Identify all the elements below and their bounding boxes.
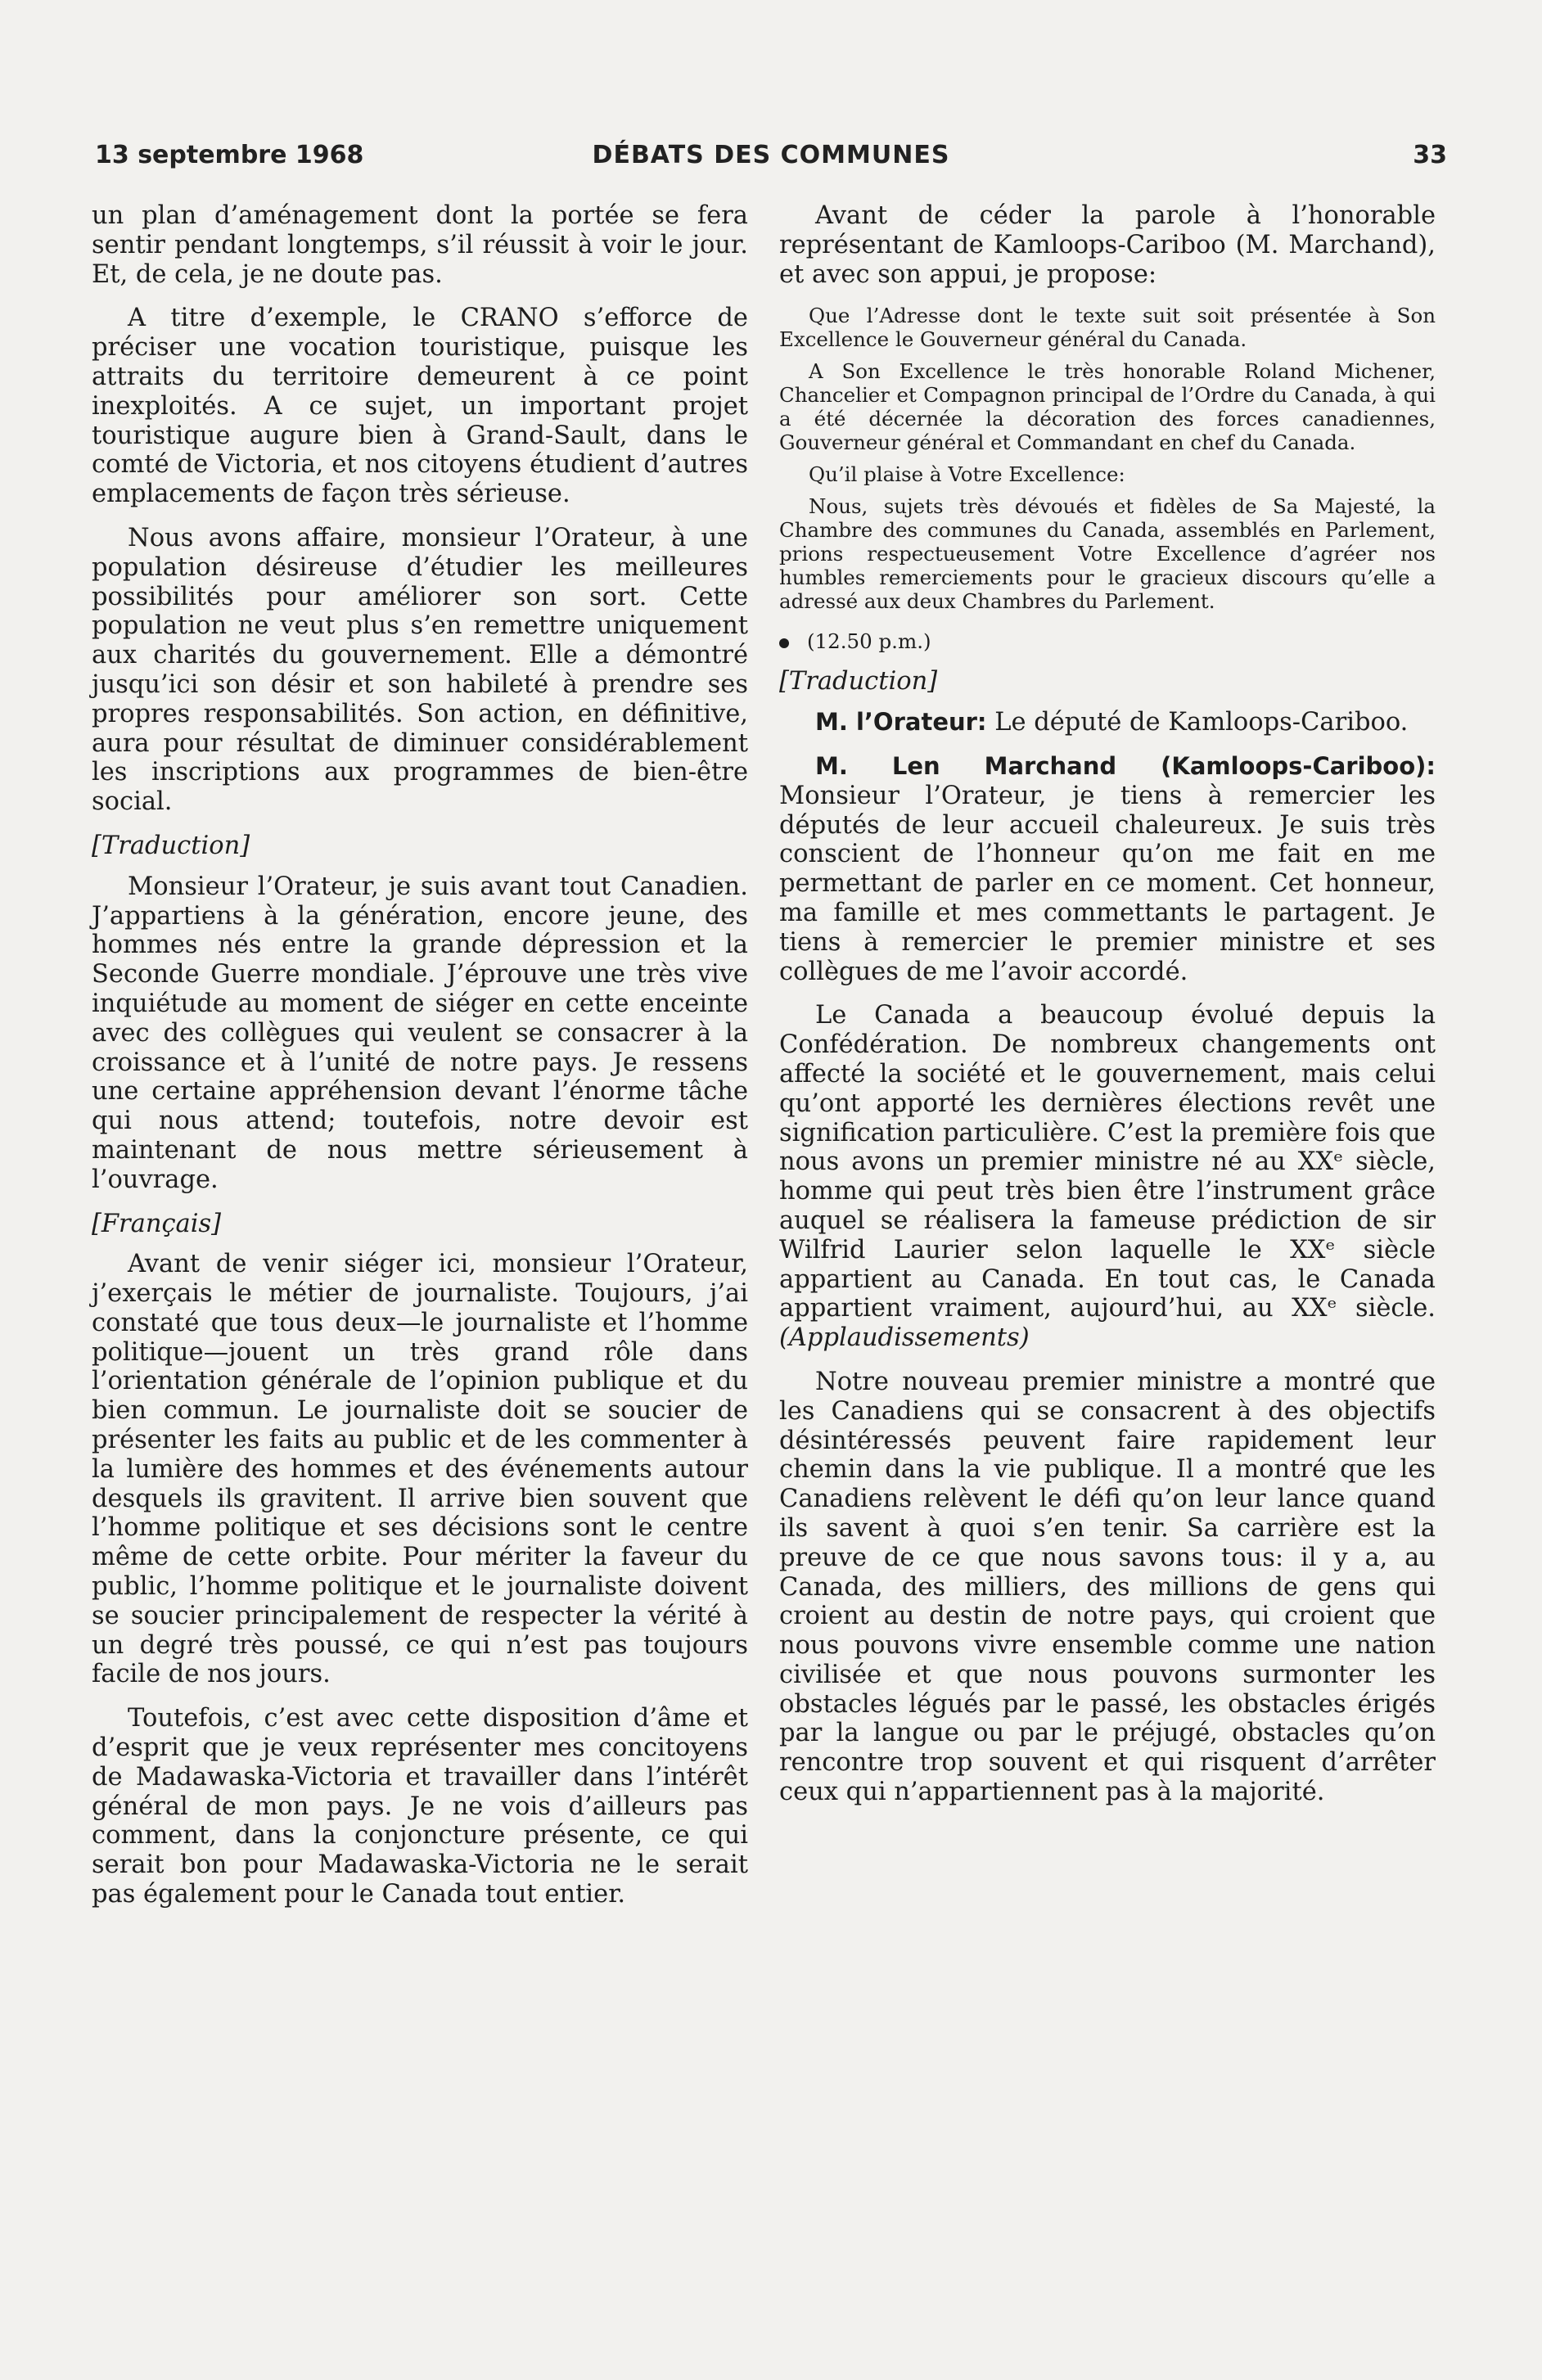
right-paragraph-2 <box>779 1001 1436 1353</box>
speaker-entry-orateur <box>779 708 1436 737</box>
motion-text-1: Que l’Adresse dont le texte suit soit présentée à Son Excellence le Gouverneur général du Canada. <box>779 304 1436 352</box>
page-number: 33 <box>1413 141 1447 169</box>
right-paragraph-3: Notre nouveau premier ministre a montré que les Canadiens qui se consacrent à des objectifs désintéressés peuvent faire rapidement leur chemin dans la vie publique. Il a montré que les Canadiens relèvent le défi qu’on leur lance quand ils savent à quoi s’en tenir. Sa carrière est la preuve de ce que nous savons tous: il y a, au Canada, des milliers, des millions de gens qui croient au destin de notre pays, qui croient que nous pouvons vivre ensemble comme une nation civilisée et que nous pouvons surmonter les obstacles légués par le passé, les obstacles érigés par la langue ou par le préjugé, obstacles qu’on rencontre trop souvent et qui risquent d’arrêter ceux qui n’appartiennent pas à la majorité. <box>779 1367 1436 1807</box>
header-title: DÉBATS DES COMMUNES <box>592 141 950 169</box>
time-stamp-text: (12.50 p.m.) <box>807 629 931 654</box>
left-paragraph-5: Avant de venir siéger ici, monsieur l’Orateur, j’exerçais le métier de journaliste. Toujours, j’ai constaté que tous deux—le journaliste et l’homme politique—jouent un très grand rôle dans l’orientation générale de l’opinion publique et du bien commun. Le journaliste doit se soucier de présenter les faits au public et de les commenter à la lumière des hommes et des événements autour desquels ils gravitent. Il arrive bien souvent que l’homme politique et ses décisions sont le centre même de cette orbite. Pour mériter la faveur du public, l’homme politique et le journaliste doivent se soucier principalement de respecter la vérité à un degré très poussé, ce qui n’est pas toujours facile de nos jours. <box>92 1250 748 1689</box>
speaker-name-marchand: M. Len Marchand (Kamloops-Cariboo): <box>815 751 1436 780</box>
motion-text-4: Nous, sujets très dévoués et fidèles de Sa Majesté, la Chambre des communes du Canada, assemblés en Parlement, prions respectueusement Votre Excellence d’agréer nos humbles remerciements pour le gracieux discours qu’elle a adressé aux deux Chambres du Parlement. <box>779 494 1436 614</box>
left-paragraph-4: Monsieur l’Orateur, je suis avant tout Canadien. J’appartiens à la génération, encore jeune, des hommes nés entre la grande dépression et la Seconde Guerre mondiale. J’éprouve une très vive inquiétude au moment de siéger en cette enceinte avec des collègues qui veulent se consacrer à la croissance et à l’unité de notre pays. Je ressens une certaine appréhension devant l’énorme tâche qui nous attend; toutefois, notre devoir est maintenant de nous mettre sérieusement à l’ouvrage. <box>92 872 748 1194</box>
right-paragraph-2-text: Le Canada a beaucoup évolué depuis la Confédération. De nombreux changements ont affecté la société et le gouvernement, mais celui qu’ont apporté les dernières élections revêt une signification particulière. C’est la première fois que nous avons un premier ministre né au XXᵉ siècle, homme qui peut très bien être l’instrument grâce auquel se réalisera la fameuse prédiction de sir Wilfrid Laurier selon laquelle le XXᵉ siècle appartient au Canada. En tout cas, le Canada appartient vraiment, aujourd’hui, au XXᵉ siècle. <box>779 1001 1436 1323</box>
time-stamp <box>779 629 1436 654</box>
language-tag-francais: [Français] <box>92 1209 222 1238</box>
applause-note: (Applaudissements) <box>779 1323 1030 1353</box>
left-column <box>92 201 748 1924</box>
page-header <box>95 141 1447 177</box>
right-column <box>779 201 1436 1822</box>
language-tag-traduction: [Traduction] <box>92 831 250 860</box>
left-paragraph-6: Toutefois, c’est avec cette disposition d’âme et d’esprit que je veux représenter mes concitoyens de Madawaska-Victoria et travailler dans l’intérêt général de mon pays. Je ne vois d’ailleurs pas comment, dans la conjoncture présente, ce qui serait bon pour Madawaska-Victoria ne le serait pas également pour le Canada tout entier. <box>92 1704 748 1909</box>
left-paragraph-2: A titre d’exemple, le CRANO s’efforce de préciser une vocation touristique, puisque les attraits du territoire demeurent à ce point inexploités. A ce sujet, un important projet touristique augure bien à Grand-Sault, dans le comté de Victoria, et nos citoyens étudient d’autres emplacements de façon très sérieuse. <box>92 304 748 509</box>
language-tag-traduction-right: [Traduction] <box>779 667 938 696</box>
motion-text-3: Qu’il plaise à Votre Excellence: <box>809 462 1125 487</box>
left-paragraph-1: un plan d’aménagement dont la portée se fera sentir pendant longtemps, s’il réussit à voir le jour. Et, de cela, je ne doute pas. <box>92 201 748 289</box>
right-paragraph-1: Avant de céder la parole à l’honorable représentant de Kamloops-Cariboo (M. Marchand), et avec son appui, je propose: <box>779 201 1436 289</box>
left-paragraph-3: Nous avons affaire, monsieur l’Orateur, à une population désireuse d’étudier les meilleures possibilités pour améliorer son sort. Cette population ne veut plus s’en remettre uniquement aux charités du gouvernement. Elle a démontré jusqu’ici son désir et son habileté à prendre ses propres responsabilités. Son action, en définitive, aura pour résultat de diminuer considérablement les inscriptions aux programmes de bien-être social. <box>92 523 748 817</box>
header-date: 13 septembre 1968 <box>95 141 364 169</box>
speaker-entry-marchand <box>779 752 1436 986</box>
speaker-name-orateur: M. l’Orateur: <box>815 708 987 737</box>
bullet-icon <box>779 638 789 648</box>
motion-text-2: A Son Excellence le très honorable Roland Michener, Chancelier et Compagnon principal de l’Ordre du Canada, à qui a été décernée la décoration des forces canadiennes, Gouverneur général et Commandant en chef du Canada. <box>779 359 1436 455</box>
speaker-text-marchand: Monsieur l’Orateur, je tiens à remercier les députés de leur accueil chaleureux. Je suis très conscient de l’honneur qu’on me fait en me permettant de parler en ce moment. Cet honneur, ma famille et mes commettants le partagent. Je tiens à remercier le premier ministre et ses collègues de me l’avoir accordé. <box>779 781 1436 986</box>
speaker-text-orateur: Le député de Kamloops-Cariboo. <box>994 708 1409 737</box>
